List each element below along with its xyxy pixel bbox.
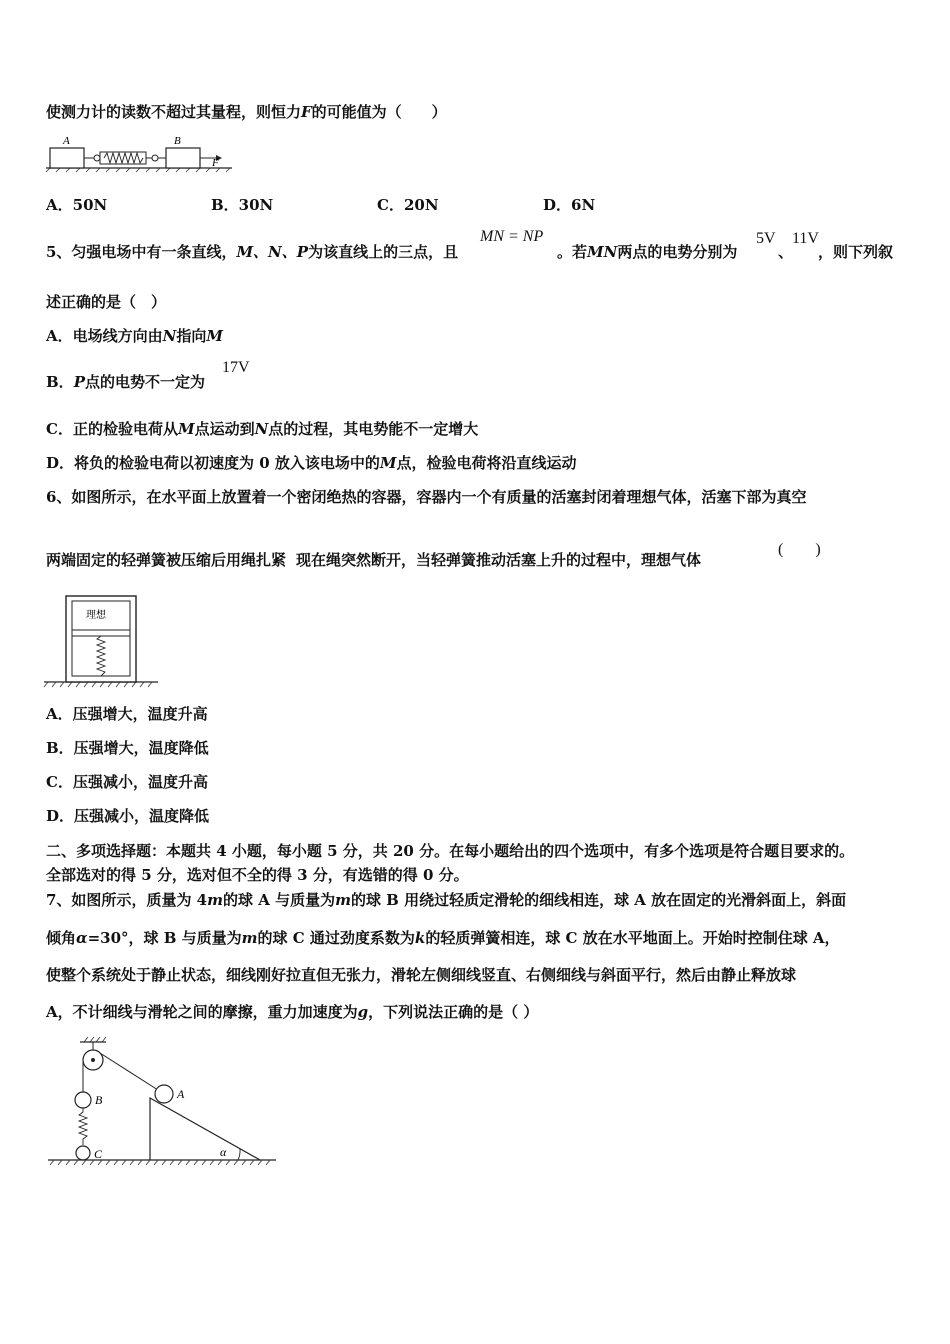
var-f: F xyxy=(301,103,312,121)
q5-stem-line1: 5、匀强电场中有一条直线，M、N、P为该直线上的三点，且 xyxy=(46,243,459,261)
q5-option-c[interactable]: C．正的检验电荷从M点运动到N点的过程，其电势能不一定增大 xyxy=(46,420,479,438)
label-b: B xyxy=(174,135,181,147)
q6-option-b[interactable]: B．压强增大，温度降低 xyxy=(46,739,209,757)
label-a: A xyxy=(63,135,70,147)
q4-option-d[interactable]: D．6N xyxy=(543,196,596,214)
q6-option-a[interactable]: A．压强增大，温度升高 xyxy=(46,705,208,723)
q5-option-a[interactable]: A．电场线方向由N指向M xyxy=(46,327,223,345)
label-f: F xyxy=(212,157,219,169)
label-alpha: α xyxy=(220,1145,227,1159)
q7-pulley-figure xyxy=(46,1036,280,1170)
gas-label: 理想 xyxy=(86,610,106,621)
q4-option-a[interactable]: A．50N xyxy=(46,196,108,214)
q5-equation: MN = NP xyxy=(480,228,544,245)
q5-potential-1: 5V xyxy=(756,230,776,247)
ball-b xyxy=(75,1092,91,1108)
q5-option-b-value: 17V xyxy=(222,359,250,376)
label-a: A xyxy=(177,1087,185,1101)
q6-stem-line1: 6、如图所示，在水平面上放置着一个密闭绝热的容器，容器内一个有质量的活塞封闭着理想气体，活塞下部为真空 xyxy=(46,488,807,506)
label-c: C xyxy=(94,1147,103,1161)
q4-stem: 使测力计的读数不超过其量程，则恒力F的可能值为（ ） xyxy=(46,103,447,121)
block-a xyxy=(50,148,84,168)
q4-option-b[interactable]: B．30N xyxy=(211,196,274,214)
q5-stem-line1-end: ，则下列叙 xyxy=(818,243,894,261)
ball-a xyxy=(155,1085,173,1103)
q6-option-c[interactable]: C．压强减小，温度升高 xyxy=(46,773,208,791)
q7-stem-line3: 使整个系统处于静止状态，细线刚好拉直但无张力，滑轮左侧细线竖直、右侧细线与斜面平行，然后由静止释放球 xyxy=(46,966,797,984)
q6-container-figure xyxy=(44,592,164,688)
q5-stem-line1-mid: 。若MN两点的电势分别为 xyxy=(557,243,738,261)
block-b xyxy=(166,148,200,168)
q4-option-c[interactable]: C．20N xyxy=(377,196,439,214)
q5-stem-line2: 述正确的是（ ） xyxy=(46,293,167,311)
q5-potential-2: 11V xyxy=(792,230,819,247)
q6-answer-paren: ( ) xyxy=(778,541,821,558)
section2-line2: 全部选对的得 5 分，选对但不全的得 3 分，有选错的得 0 分。 xyxy=(46,866,469,884)
q7-stem-line1: 7、如图所示，质量为 4m的球 A 与质量为m的球 B 用绕过轻质定滑轮的细线相连，球 A 放在固定的光滑斜面上，斜面 xyxy=(46,891,847,909)
q6-stem-line2: 两端固定的轻弹簧被压缩后用绳扎紧 现在绳突然断开，当轻弹簧推动活塞上升的过程中，理想气体 xyxy=(46,551,702,569)
ball-c xyxy=(76,1146,90,1160)
section2-line1: 二、多项选择题：本题共 4 小题，每小题 5 分，共 20 分。在每小题给出的四个选项中，有多个选项是符合题目要求的。 xyxy=(46,842,855,860)
q5-option-d[interactable]: D．将负的检验电荷以初速度为 0 放入该电场中的M点，检验电荷将沿直线运动 xyxy=(46,454,577,472)
q7-stem-line2: 倾角α=30°，球 B 与质量为m的球 C 通过劲度系数为k的轻质弹簧相连，球 C 放在水平地面上。开始时控制住球 A， xyxy=(46,929,840,947)
q4-spring-figure xyxy=(46,132,236,172)
piston xyxy=(72,630,130,636)
q7-stem-line4: A，不计细线与滑轮之间的摩擦，重力加速度为g，下列说法正确的是（ ） xyxy=(46,1003,539,1021)
q5-option-b[interactable]: B．P点的电势不一定为 xyxy=(46,373,205,391)
label-b: B xyxy=(95,1093,103,1107)
q6-option-d[interactable]: D．压强减小，温度降低 xyxy=(46,807,210,825)
q5-separator: 、 xyxy=(778,243,794,261)
